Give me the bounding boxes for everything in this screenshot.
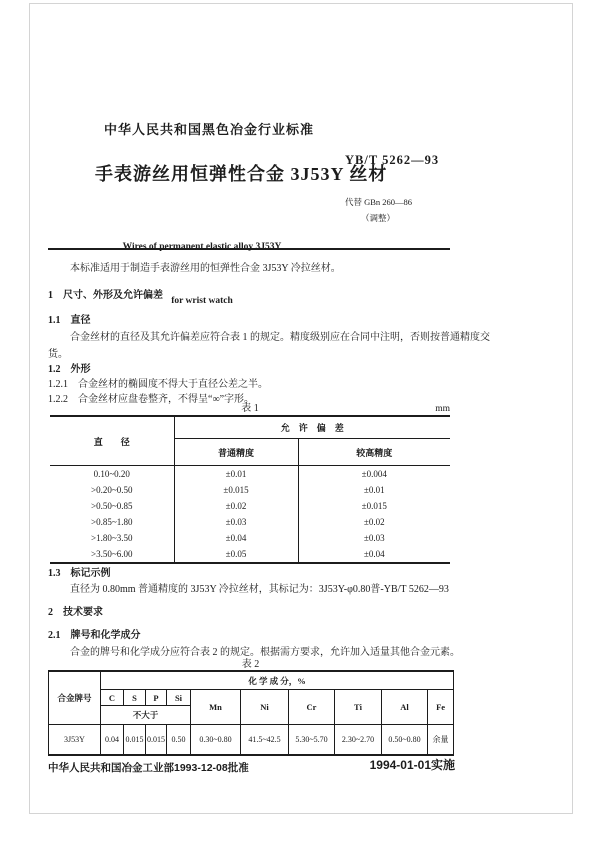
table2-header-row2 xyxy=(49,690,454,706)
table2-header-element: Al xyxy=(382,690,428,725)
section-1-3-text: 直径为 0.80mm 普通精度的 3J53Y 冷拉丝材，其标记为：3J53Y-φ0.80普-YB/T 5262—93 xyxy=(70,584,449,595)
standard-number: YB/T 5262—93 xyxy=(345,153,440,167)
value-s: 0.015 xyxy=(124,725,146,756)
table2-header-element: Cr xyxy=(289,690,335,725)
section-1-3-heading: 1.3 标记示例 xyxy=(48,568,111,579)
table2-header-element: C xyxy=(101,690,124,706)
table1-header-row1 xyxy=(50,416,450,439)
normal-tolerance: ±0.01 xyxy=(174,466,298,483)
table1-unit: mm xyxy=(435,404,450,414)
high-tolerance: ±0.004 xyxy=(361,469,387,479)
section-2-1-text: 合金的牌号和化学成分应符合表 2 的规定。根据需方要求，允许加入适量其他合金元素。 xyxy=(70,647,460,658)
diameter-range: >3.50~6.00 xyxy=(50,546,174,563)
table1-header-diameter: 直 径 xyxy=(50,416,174,466)
diameter-range: >0.50~0.85 xyxy=(50,498,174,514)
footer-implementation-date: 1994-01-01实施 xyxy=(369,758,455,772)
normal-tolerance: ±0.02 xyxy=(174,498,298,514)
table2-data-row xyxy=(49,725,454,756)
normal-tolerance: ±0.05 xyxy=(174,546,298,563)
value-ti: 2.30~2.70 xyxy=(335,725,382,756)
value-mn: 0.30~0.80 xyxy=(191,725,241,756)
table1-row xyxy=(50,466,450,483)
high-tolerance: ±0.03 xyxy=(363,533,385,543)
section-1-2-2-text: 1.2.2 合金丝材应盘卷整齐，不得呈“∞”字形。 xyxy=(48,394,255,405)
standard-title-en-line2: for wrist watch xyxy=(171,296,233,307)
table2-header-grade: 合金牌号 xyxy=(49,671,101,725)
section-1-1-heading: 1.1 直径 xyxy=(48,315,91,326)
normal-tolerance: ±0.04 xyxy=(174,530,298,546)
header-divider xyxy=(48,248,450,250)
replaces-label: 代替 GBn 260—86 xyxy=(345,197,413,207)
table2-caption: 表 2 xyxy=(241,659,260,670)
section-1-2-1-text: 1.2.1 合金丝材的椭圆度不得大于直径公差之半。 xyxy=(48,379,268,390)
replaces-adjust-note: （调整） xyxy=(360,213,395,223)
diameter-range: >1.80~3.50 xyxy=(50,530,174,546)
normal-tolerance: ±0.03 xyxy=(174,514,298,530)
alloy-grade: 3J53Y xyxy=(49,725,101,756)
diameter-range: >0.85~1.80 xyxy=(50,514,174,530)
table1-row xyxy=(50,514,450,530)
value-cr: 5.30~5.70 xyxy=(289,725,335,756)
high-tolerance: ±0.01 xyxy=(363,485,385,495)
table1-header-high-precision: 较高精度 xyxy=(298,439,450,466)
table2-header-element: S xyxy=(124,690,146,706)
footer-approval: 中华人民共和国冶金工业部1993-12-08批准 xyxy=(48,762,249,774)
high-tolerance: ±0.04 xyxy=(363,549,385,559)
standard-org-label: 中华人民共和国黑色冶金行业标准 xyxy=(104,122,315,137)
value-c: 0.04 xyxy=(101,725,124,756)
standard-title-cn: 手表游丝用恒弹性合金 3J53Y 丝材 xyxy=(95,164,388,184)
table2-chemical-composition xyxy=(48,670,454,756)
table2-header-element: Mn xyxy=(191,690,241,725)
table2-not-greater-than: 不大于 xyxy=(101,706,191,725)
high-tolerance: ±0.02 xyxy=(363,517,385,527)
value-si: 0.50 xyxy=(167,725,191,756)
table2-header-element: Fe xyxy=(428,690,454,725)
table2-header-element: P xyxy=(146,690,167,706)
table1-caption: 表 1 xyxy=(241,403,259,414)
table1-row xyxy=(50,482,450,498)
table1-row xyxy=(50,498,450,514)
table2-header-row1 xyxy=(49,671,454,690)
normal-tolerance: ±0.015 xyxy=(174,482,298,498)
table1-diameter-tolerances xyxy=(50,415,450,564)
table1-header-tolerance: 允 许 偏 差 xyxy=(174,416,450,439)
section-1-1-text-line1: 合金丝材的直径及其允许偏差应符合表 1 的规定。精度级别应在合同中注明，否则按普通精度交 xyxy=(70,332,490,343)
scope-paragraph: 本标准适用于制造手表游丝用的恒弹性合金 3J53Y 冷拉丝材。 xyxy=(70,263,341,274)
high-tolerance: ±0.015 xyxy=(361,501,387,511)
table1-row xyxy=(50,530,450,546)
section-1-2-heading: 1.2 外形 xyxy=(48,364,91,375)
table2-header-element: Si xyxy=(167,690,191,706)
table2-header-element: Ti xyxy=(335,690,382,725)
table1-header-normal-precision: 普通精度 xyxy=(174,439,298,466)
table1-row xyxy=(50,546,450,563)
section-1-heading: 1 尺寸、外形及允许偏差 xyxy=(48,290,163,301)
section-2-1-heading: 2.1 牌号和化学成分 xyxy=(48,630,141,641)
table2-header-chemistry: 化 学 成 分，% xyxy=(101,671,454,690)
diameter-range: 0.10~0.20 xyxy=(50,466,174,483)
value-p: 0.015 xyxy=(146,725,167,756)
value-fe: 余量 xyxy=(428,725,454,756)
section-2-heading: 2 技术要求 xyxy=(48,607,103,618)
section-1-1-text-line2: 货。 xyxy=(48,349,68,360)
diameter-range: >0.20~0.50 xyxy=(50,482,174,498)
table2-header-element: Ni xyxy=(241,690,289,725)
value-al: 0.50~0.80 xyxy=(382,725,428,756)
value-ni: 41.5~42.5 xyxy=(241,725,289,756)
